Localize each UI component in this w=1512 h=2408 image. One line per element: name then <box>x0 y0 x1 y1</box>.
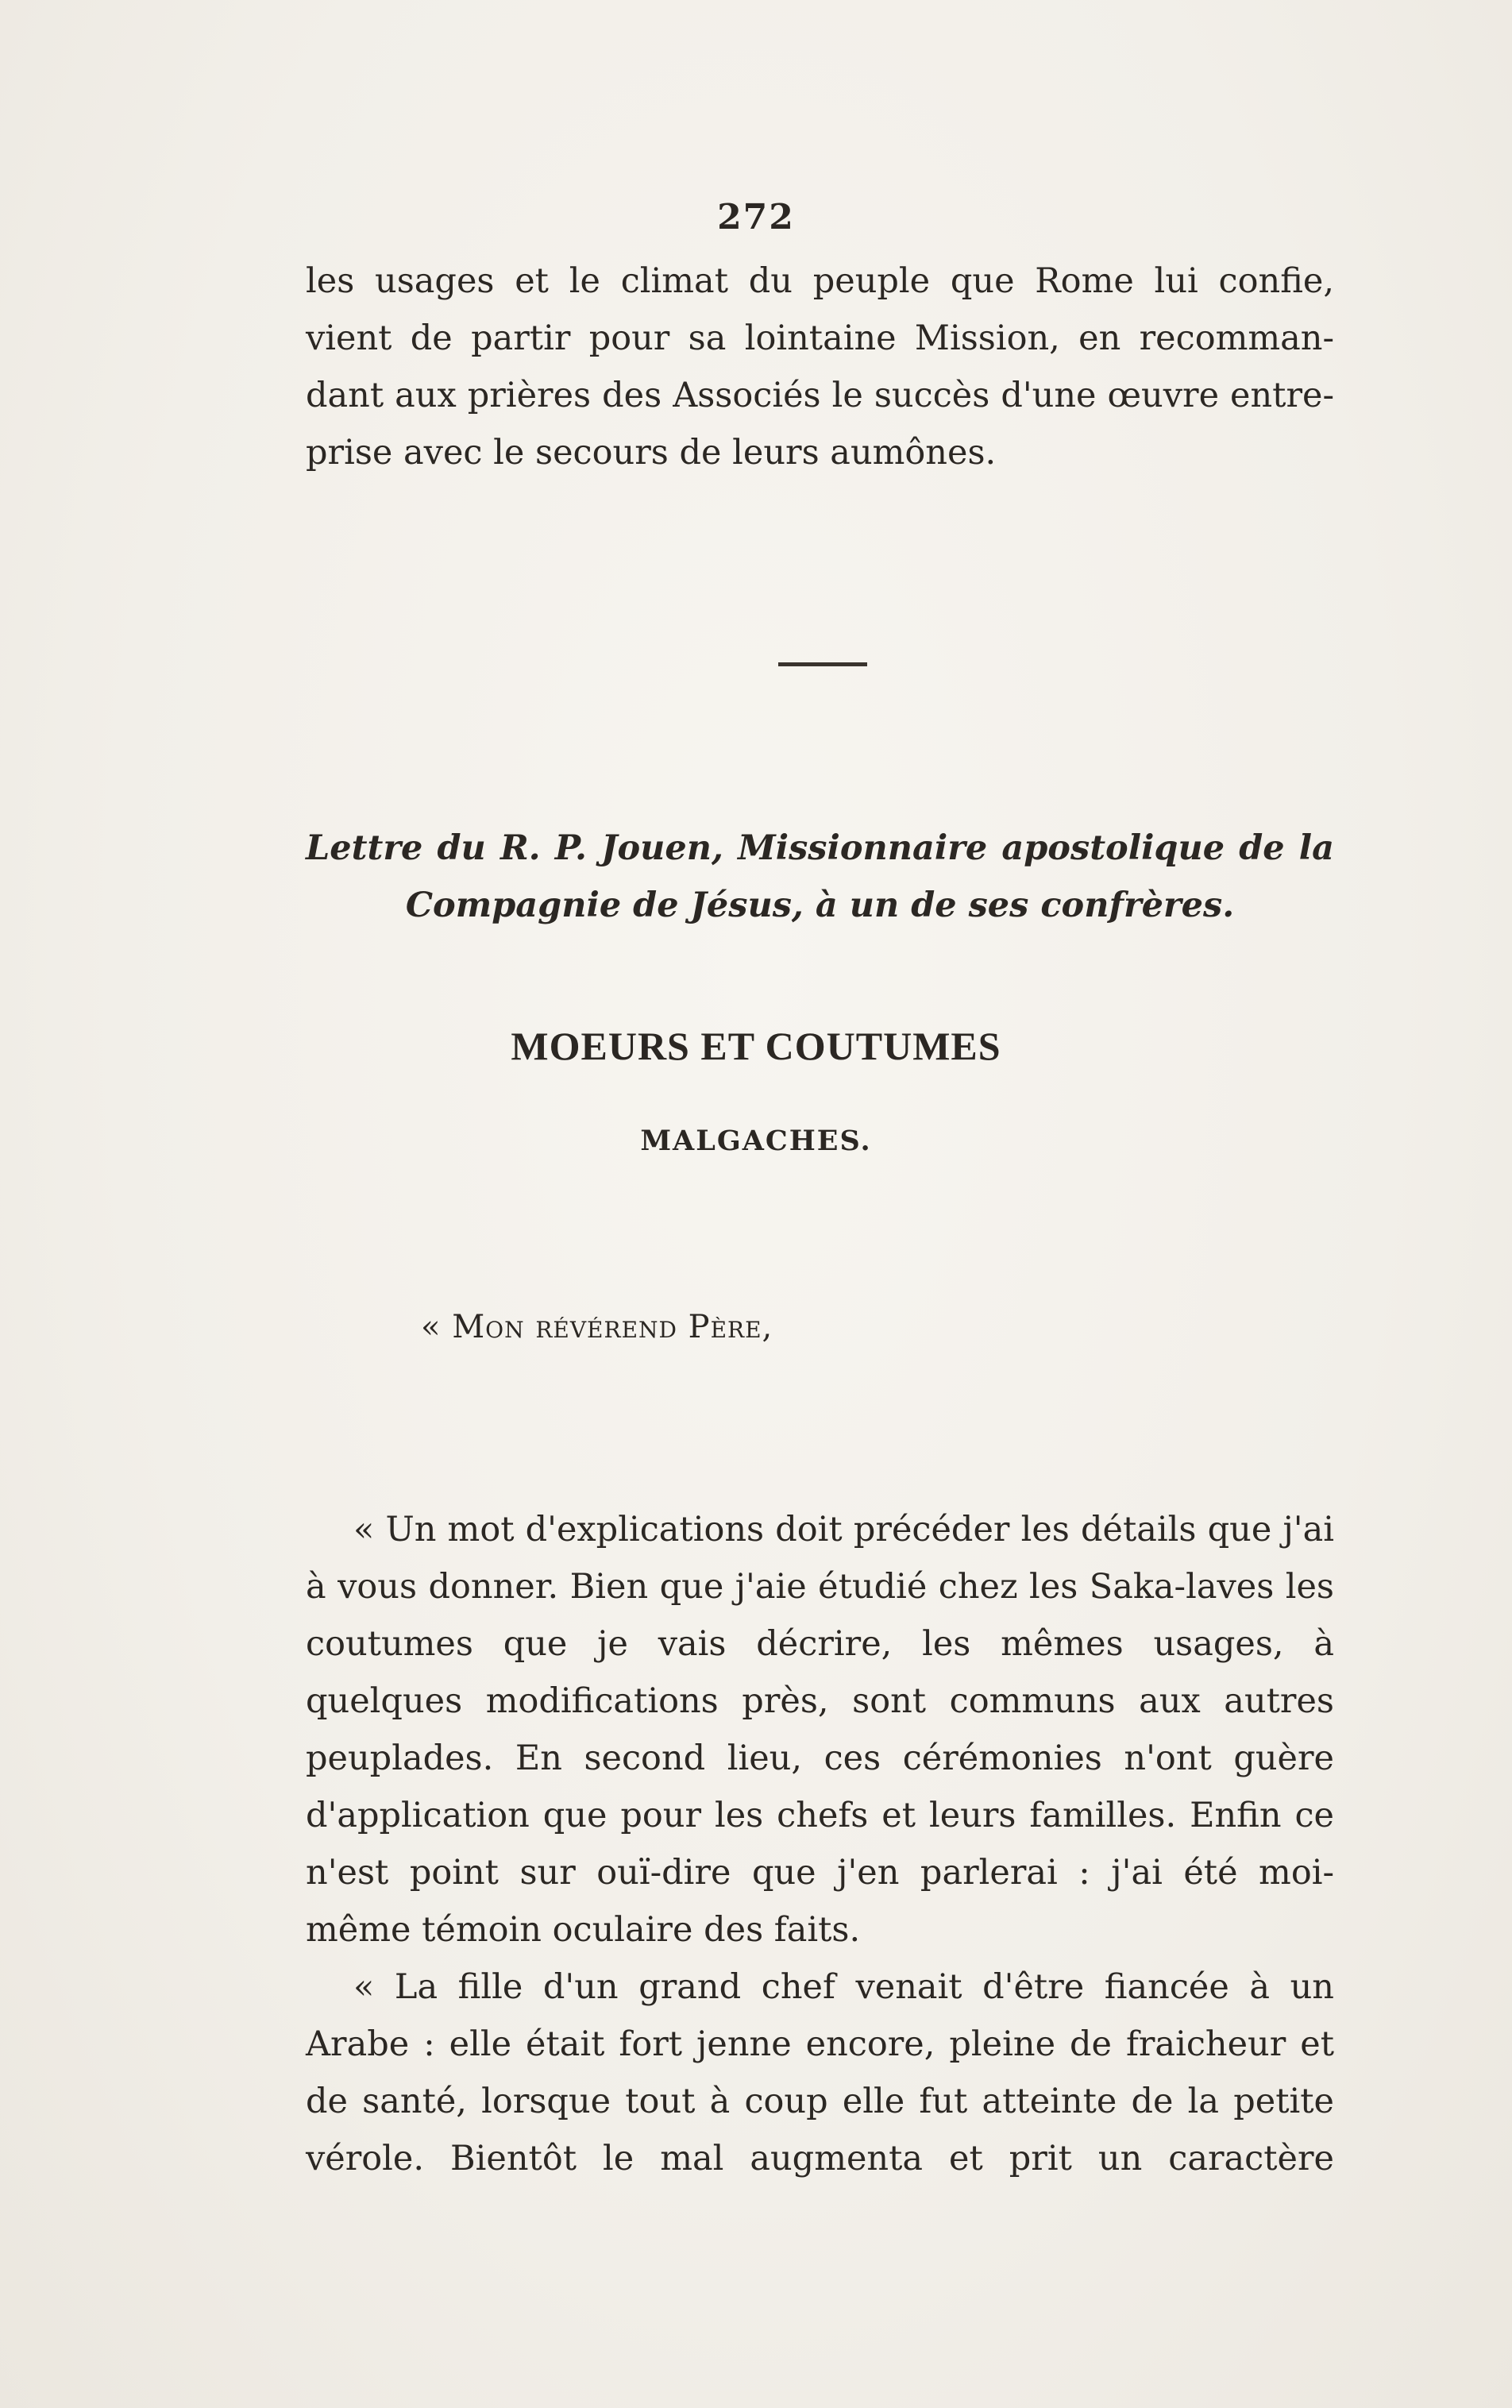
paragraph-text: les usages et le climat du peuple que Rome lui confie, vient de partir pour sa lointaine Mission, en recomman-dant aux prières des Associés le succès d'une œuvre entre-prise avec le secours de leurs aumônes. <box>306 261 1334 473</box>
body-paragraph-1: « Un mot d'explications doit précéder les détails que j'ai à vous donner. Bien que j'aie étudié chez les Saka-laves les coutumes que je vais décrire, les mêmes usages, à quelques modifications près, sont communs aux autres peuplades. En second lieu, ces cérémonies n'ont guère d'application que pour les chefs et leurs familles. Enfin ce n'est point sur ouï-dire que j'en parlerai : j'ai été moi-même témoin oculaire des faits. <box>306 1510 1334 1950</box>
page-number: 272 <box>717 197 795 237</box>
salutation-text: « Mon révérend Père, <box>421 1309 773 1345</box>
chapter-heading: MOEURS ET COUTUMES <box>511 1024 1001 1068</box>
opening-paragraph <box>306 253 1334 481</box>
chapter-subheading: MALGACHES. <box>640 1125 872 1157</box>
section-divider <box>778 662 867 666</box>
letter-title <box>306 820 1334 934</box>
letter-title-line-2: Compagnie de Jésus, à un de ses confrères. <box>405 886 1235 925</box>
letter-title-line-1: Lettre du R. P. Jouen, Missionnaire apostolique de la <box>306 828 1334 868</box>
letter-body <box>306 1501 1334 2187</box>
body-paragraph-2: « La fille d'un grand chef venait d'être fiancée à un Arabe : elle était fort jenne encore, pleine de fraicheur et de santé, lorsque tout à coup elle fut atteinte de la petite vérole. Bientôt le mal augmenta et prit un caractère <box>306 1967 1334 2178</box>
salutation <box>421 1309 773 1345</box>
